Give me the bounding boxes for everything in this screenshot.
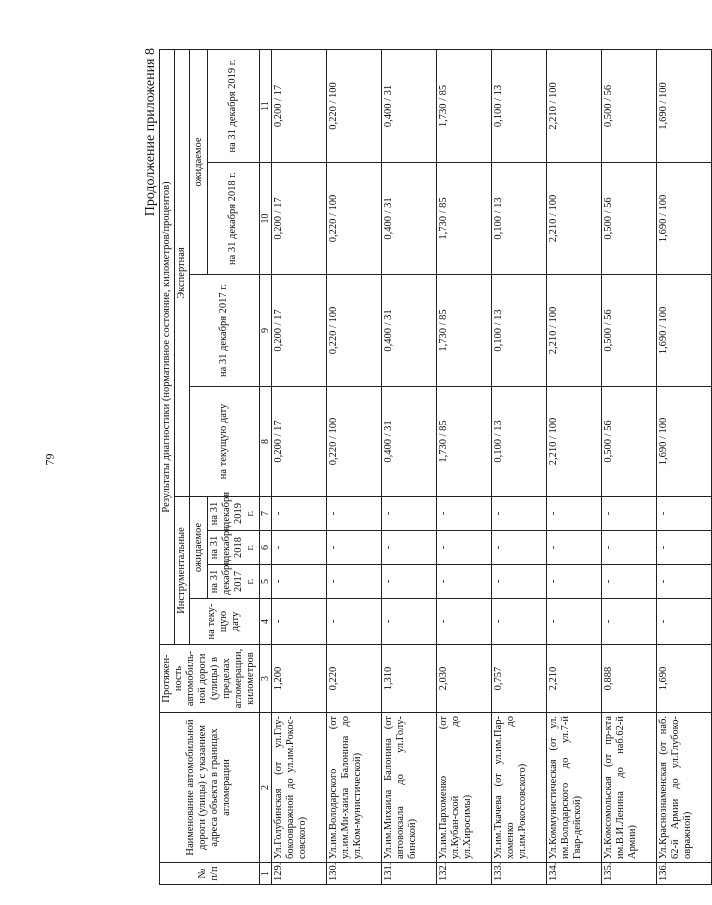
table-row [602, 50, 657, 885]
instr-current: - [437, 599, 492, 645]
table-row [437, 50, 492, 885]
column-number: 11 [259, 50, 272, 163]
instr-current: - [327, 599, 382, 645]
expert-2018: 0,200 / 17 [272, 163, 327, 275]
diagnostics-table [159, 49, 712, 885]
instr-2017: - [657, 565, 712, 599]
header-instr-2017: на 31 декабря 2017 г. [208, 565, 259, 599]
column-number: 3 [259, 645, 272, 713]
column-number: 6 [259, 531, 272, 565]
instr-2019: - [657, 497, 712, 531]
column-number: 9 [259, 275, 272, 387]
header-expert: Экспертная [175, 50, 190, 497]
road-name: Ул.им.Михаила Балонина (от автовокзала до ул.Голу-бинской) [382, 713, 437, 863]
instr-2017: - [272, 565, 327, 599]
expert-current: 2,210 / 100 [547, 387, 602, 497]
instr-current: - [382, 599, 437, 645]
instr-2019: - [492, 497, 547, 531]
road-name: Ул.Комсомольская (от пр-кта им.В.И.Ленина до наб.62-й Армии) [602, 713, 657, 863]
instr-2017: - [602, 565, 657, 599]
table-body [272, 50, 712, 885]
expert-current: 1,730 / 85 [437, 387, 492, 497]
instr-2019: - [547, 497, 602, 531]
expert-2019: 0,500 / 56 [602, 50, 657, 163]
row-number: 134. [547, 863, 602, 885]
instr-2017: - [492, 565, 547, 599]
road-name: Ул.Краснознаменская (от наб. 62-й Армии до ул.Глубоко-овражной) [657, 713, 712, 863]
road-length: 1,200 [272, 645, 327, 713]
row-number: 133. [492, 863, 547, 885]
instr-2017: - [327, 565, 382, 599]
instr-2018: - [492, 531, 547, 565]
road-name: Ул.им.Пархоменко (от ул.Кубан-ской до ул.Хиросимы) [437, 713, 492, 863]
road-length: 2,210 [547, 645, 602, 713]
instr-2018: - [657, 531, 712, 565]
road-name: Ул.им.Ткачева (от ул.им.Пар-хоменко до ул.им.Рокоссовского) [492, 713, 547, 863]
expert-current: 0,100 / 13 [492, 387, 547, 497]
table-row [657, 50, 712, 885]
instr-2018: - [272, 531, 327, 565]
instr-2019: - [382, 497, 437, 531]
table-row [272, 50, 327, 885]
header-length: Протяжен-ность автомобиль-ной дороги (улицы) в пределах агломерации, километров [160, 645, 260, 713]
expert-2019: 1,730 / 85 [437, 50, 492, 163]
road-name: Ул.им.Володарского (от ул.им.Ми-хаила Балонина до ул.Ком-мунистической) [327, 713, 382, 863]
expert-2018: 1,730 / 85 [437, 163, 492, 275]
instr-2017: - [382, 565, 437, 599]
expert-2018: 0,100 / 13 [492, 163, 547, 275]
expert-current: 1,690 / 100 [657, 387, 712, 497]
header-expert-2018: на 31 декабря 2018 г. [208, 163, 259, 275]
instr-2019: - [437, 497, 492, 531]
column-number: 5 [259, 565, 272, 599]
expert-2019: 1,690 / 100 [657, 50, 712, 163]
expert-2018: 0,400 / 31 [382, 163, 437, 275]
expert-2017: 0,220 / 100 [327, 275, 382, 387]
header-num: № п/п [160, 863, 260, 885]
row-number: 130. [327, 863, 382, 885]
table-row [547, 50, 602, 885]
table-row [327, 50, 382, 885]
header-results: Результаты диагностики (нормативное состояние, километров/процентов) [160, 50, 175, 645]
instr-2018: - [547, 531, 602, 565]
road-length: 1,310 [382, 645, 437, 713]
instr-2018: - [382, 531, 437, 565]
expert-2017: 0,400 / 31 [382, 275, 437, 387]
instr-current: - [547, 599, 602, 645]
instr-2019: - [272, 497, 327, 531]
expert-2018: 0,500 / 56 [602, 163, 657, 275]
road-length: 1,690 [657, 645, 712, 713]
expert-2018: 0,220 / 100 [327, 163, 382, 275]
road-length: 2,030 [437, 645, 492, 713]
instr-current: - [602, 599, 657, 645]
expert-2017: 0,200 / 17 [272, 275, 327, 387]
expert-2017: 0,100 / 13 [492, 275, 547, 387]
expert-current: 0,400 / 31 [382, 387, 437, 497]
column-number: 4 [259, 599, 272, 645]
header-instr-2018: на 31 декабря 2018 г. [208, 531, 259, 565]
rotated-page [125, 0, 694, 905]
row-number: 135. [602, 863, 657, 885]
expert-2019: 0,220 / 100 [327, 50, 382, 163]
instr-2018: - [602, 531, 657, 565]
header-road-name: Наименование автомобильной дороги (улицы) с указанием адреса объекта в границах агломерации [160, 713, 260, 863]
expert-current: 0,200 / 17 [272, 387, 327, 497]
header-instr-expected: ожидаемое [190, 497, 208, 599]
instr-2018: - [437, 531, 492, 565]
row-number: 136. [657, 863, 712, 885]
table-row [382, 50, 437, 885]
header-expert-2019: на 31 декабря 2019 г. [208, 50, 259, 163]
expert-2018: 1,690 / 100 [657, 163, 712, 275]
expert-2019: 2,210 / 100 [547, 50, 602, 163]
expert-2017: 2,210 / 100 [547, 275, 602, 387]
expert-current: 0,220 / 100 [327, 387, 382, 497]
instr-2018: - [327, 531, 382, 565]
instr-current: - [657, 599, 712, 645]
expert-2017: 1,730 / 85 [437, 275, 492, 387]
column-number: 8 [259, 387, 272, 497]
column-number: 7 [259, 497, 272, 531]
table-row [492, 50, 547, 885]
road-name: Ул.Голубинская (от ул.Глу-бокоовражной до ул.им.Рокос-совского) [272, 713, 327, 863]
expert-2019: 0,200 / 17 [272, 50, 327, 163]
expert-current: 0,500 / 56 [602, 387, 657, 497]
header-instr-2019: на 31 декабря 2019 г. [208, 497, 259, 531]
expert-2017: 1,690 / 100 [657, 275, 712, 387]
road-name: Ул.Коммунистическая (от ул. им.Володарского до ул.7-й Гвар-дейской) [547, 713, 602, 863]
road-length: 0,757 [492, 645, 547, 713]
expert-2017: 0,500 / 56 [602, 275, 657, 387]
appendix-caption: Продолжение приложения 8 [143, 48, 158, 217]
instr-2019: - [602, 497, 657, 531]
instr-current: - [272, 599, 327, 645]
instr-2019: - [327, 497, 382, 531]
instr-2017: - [437, 565, 492, 599]
instr-current: - [492, 599, 547, 645]
row-number: 129. [272, 863, 327, 885]
column-number: 2 [259, 713, 272, 863]
road-length: 0,888 [602, 645, 657, 713]
column-number: 1 [259, 863, 272, 885]
row-number: 131. [382, 863, 437, 885]
road-length: 0,220 [327, 645, 382, 713]
expert-2019: 0,400 / 31 [382, 50, 437, 163]
header-expert-2017: на 31 декабря 2017 г. [190, 275, 259, 387]
column-number-row [259, 50, 272, 885]
instr-2017: - [547, 565, 602, 599]
page-number: 79 [42, 453, 57, 466]
header-instrumental: Инструментальные [175, 497, 190, 645]
header-expert-current: на текущую дату [190, 387, 259, 497]
row-number: 132. [437, 863, 492, 885]
expert-2019: 0,100 / 13 [492, 50, 547, 163]
header-expert-expected: ожидаемое [190, 50, 208, 275]
column-number: 10 [259, 163, 272, 275]
header-instr-current: на теку-щую дату [190, 599, 259, 645]
expert-2018: 2,210 / 100 [547, 163, 602, 275]
